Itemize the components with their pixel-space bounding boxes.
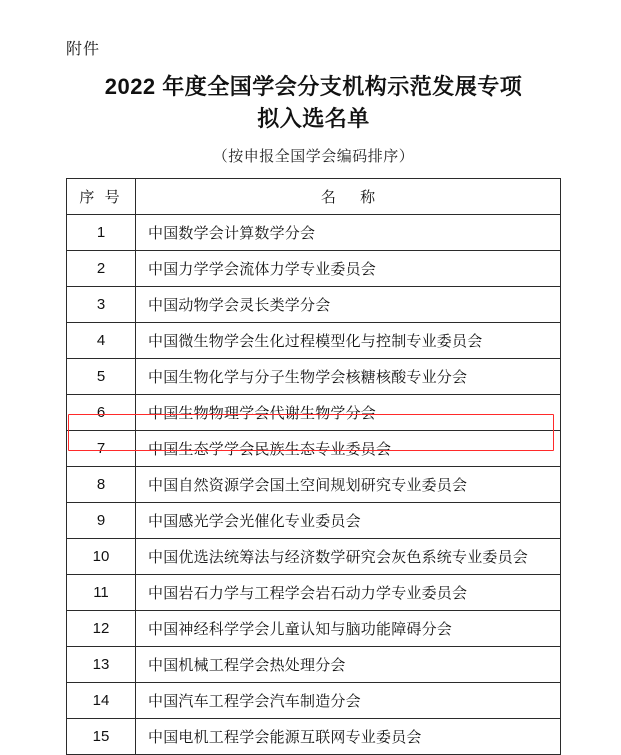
cell-index: 5 [67, 358, 136, 394]
table-row [67, 322, 561, 358]
cell-index: 9 [67, 502, 136, 538]
cell-name: 中国机械工程学会热处理分会 [136, 646, 561, 682]
cell-name: 中国电机工程学会能源互联网专业委员会 [136, 718, 561, 754]
cell-index: 7 [67, 430, 136, 466]
cell-name: 中国神经科学学会儿童认知与脑功能障碍分会 [136, 610, 561, 646]
cell-name: 中国优选法统筹法与经济数学研究会灰色系统专业委员会 [136, 538, 561, 574]
cell-index: 15 [67, 718, 136, 754]
page-title [74, 71, 553, 135]
cell-name: 中国汽车工程学会汽车制造分会 [136, 682, 561, 718]
table-row-highlighted [67, 430, 561, 466]
table-header-row [67, 178, 561, 214]
table-row [67, 394, 561, 430]
table-row [67, 250, 561, 286]
column-header-name: 名 称 [136, 178, 561, 214]
cell-index: 10 [67, 538, 136, 574]
cell-index: 14 [67, 682, 136, 718]
cell-name: 中国力学学会流体力学专业委员会 [136, 250, 561, 286]
cell-name: 中国动物学会灵长类学分会 [136, 286, 561, 322]
cell-name: 中国微生物学会生化过程模型化与控制专业委员会 [136, 322, 561, 358]
cell-name: 中国岩石力学与工程学会岩石动力学专业委员会 [136, 574, 561, 610]
attachment-label: 附件 [66, 41, 101, 58]
cell-name: 中国生物化学与分子生物学会核糖核酸专业分会 [136, 358, 561, 394]
table-row [67, 538, 561, 574]
page-subtitle: （按申报全国学会编码排序） [212, 147, 415, 165]
table-row [67, 214, 561, 250]
cell-index: 3 [67, 286, 136, 322]
cell-index: 6 [67, 394, 136, 430]
cell-name: 中国生物物理学会代谢生物学分会 [136, 394, 561, 430]
cell-index: 13 [67, 646, 136, 682]
cell-index: 1 [67, 214, 136, 250]
cell-index: 11 [67, 574, 136, 610]
table-row [67, 502, 561, 538]
cell-index: 12 [67, 610, 136, 646]
page-title-line2: 拟入选名单 [257, 105, 370, 131]
table-row [67, 682, 561, 718]
cell-name: 中国感光学会光催化专业委员会 [136, 502, 561, 538]
table-row [67, 466, 561, 502]
cell-index: 4 [67, 322, 136, 358]
table-row [67, 358, 561, 394]
table-body [67, 214, 561, 754]
listing-table [66, 178, 561, 755]
table-row [67, 646, 561, 682]
cell-index: 2 [67, 250, 136, 286]
table-row [67, 718, 561, 754]
cell-name: 中国生态学学会民族生态专业委员会 [136, 430, 561, 466]
table-row [67, 286, 561, 322]
table-row [67, 574, 561, 610]
page-title-line1: 2022 年度全国学会分支机构示范发展专项 [104, 74, 523, 99]
cell-name: 中国数学会计算数学分会 [136, 214, 561, 250]
table-row [67, 610, 561, 646]
cell-index: 8 [67, 466, 136, 502]
cell-name: 中国自然资源学会国土空间规划研究专业委员会 [136, 466, 561, 502]
column-header-index: 序 号 [67, 178, 136, 214]
